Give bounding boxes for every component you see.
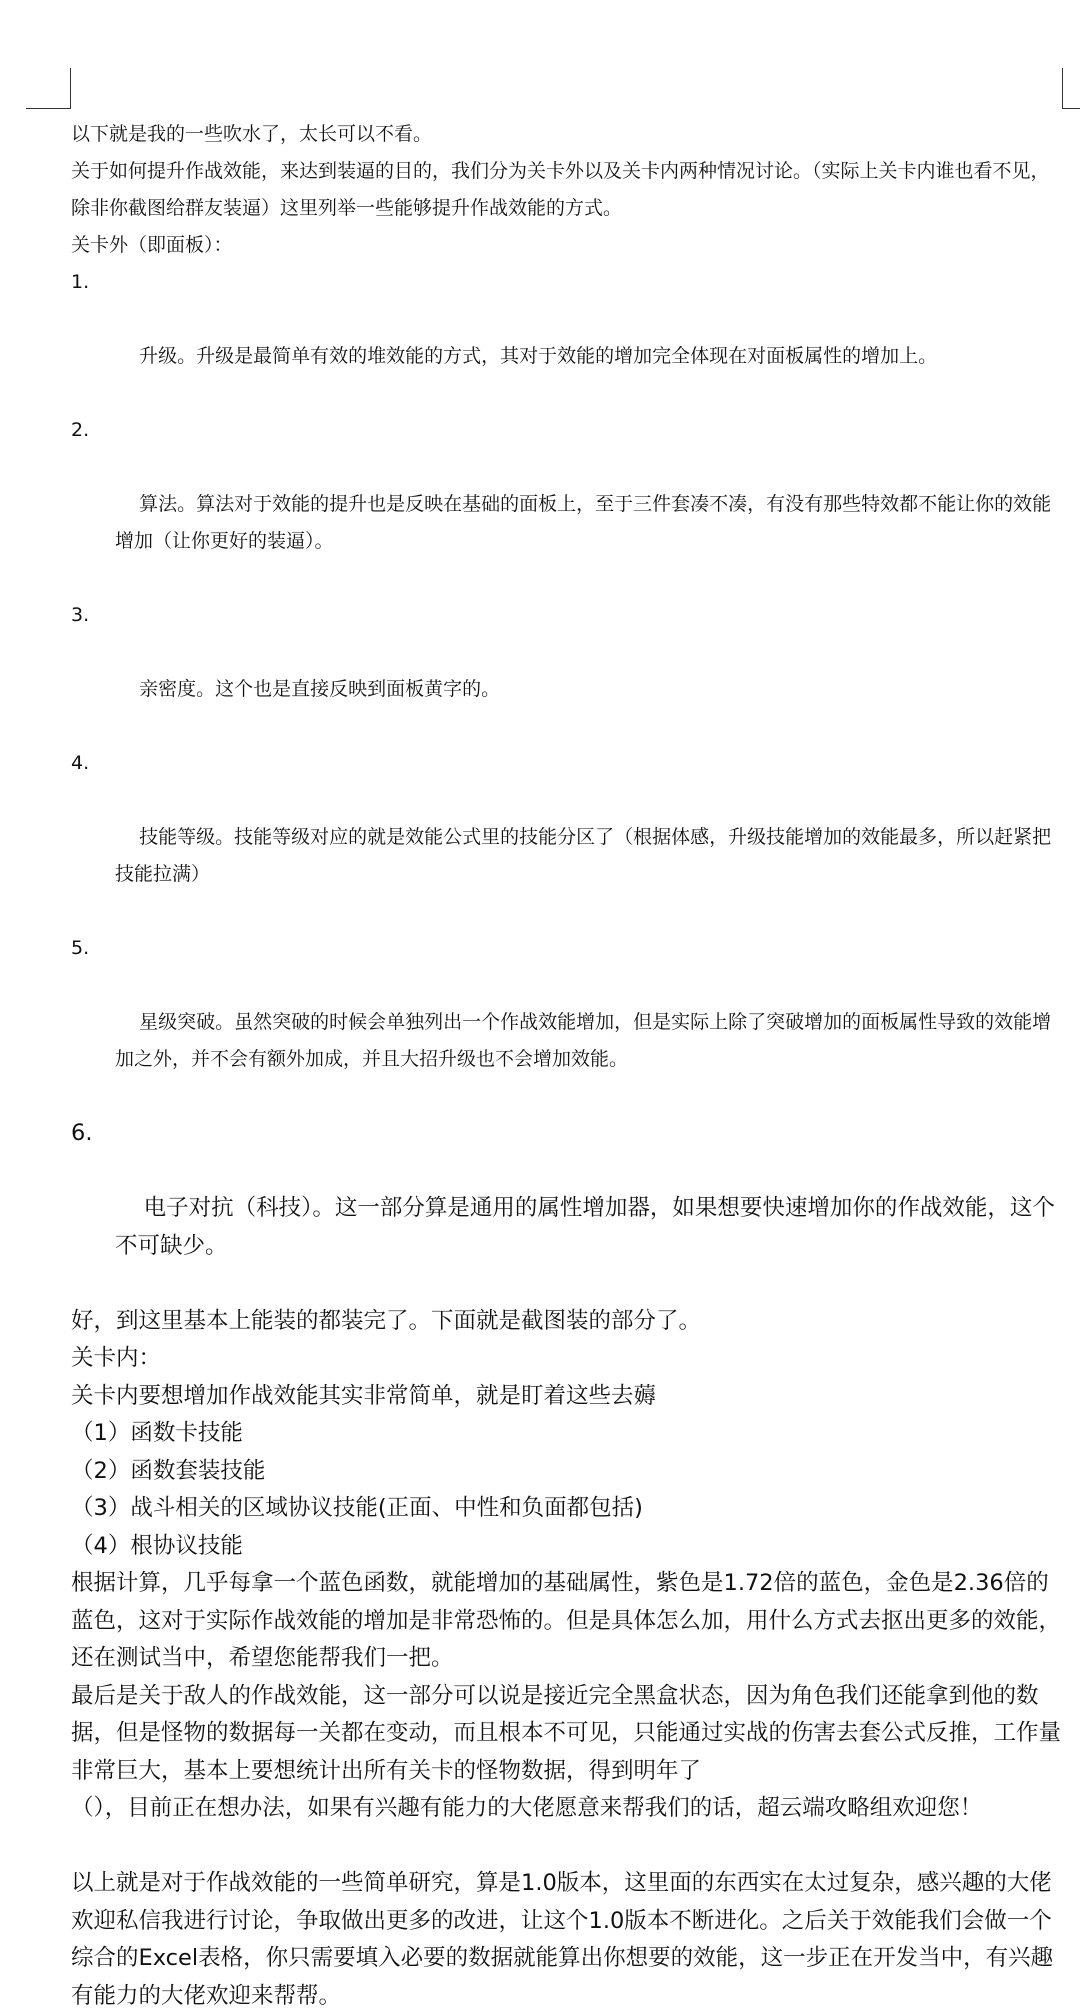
transition-paragraph: 好，到这里基本上能装的都装完了。下面就是截图装的部分了。: [71, 1307, 702, 1334]
list-item-number: 2.: [71, 419, 90, 441]
list-item: [71, 412, 1061, 597]
closing-paragraph: 以上就是对于作战效能的一些简单研究，算是1.0版本，这里面的东西实在太过复杂，感兴趣的大佬欢迎私信我进行讨论，争取做出更多的改进，让这个1.0版本不断进化。之后关于效能我们会做一个综合的Excel表格，你只需要填入必要的数据就能算出你想要的效能，这一步正在开发当中，有兴趣有能力的大佬欢迎来帮帮。: [71, 1870, 1054, 2009]
list-item: [71, 597, 1061, 745]
list-item-text: 升级。升级是最简单有效的堆效能的方式，其对于效能的增加完全体现在对面板属性的增加上。: [139, 345, 938, 367]
inside-list-item: （2）函数套装技能: [71, 1457, 266, 1484]
inside-list-item: （1）函数卡技能: [71, 1420, 243, 1446]
list-item: [71, 930, 1061, 1115]
enemy-paragraph: 最后是关于敌人的作战效能，这一部分可以说是接近完全黑盒状态，因为角色我们还能拿到他的数据，但是怪物的数据每一关都在变动，而且根本不可见，只能通过实战的伤害去套公式反推，工作量非常巨大，基本上要想统计出所有关卡的怪物数据，得到明年了: [71, 1682, 1062, 1784]
enemy-paragraph-continued: （），目前正在想办法，如果有兴趣有能力的大佬愿意来帮我们的话，超云端攻略组欢迎您！: [71, 1795, 983, 1821]
outside-heading: 关卡外（即面板）：: [71, 234, 233, 256]
calculation-paragraph: 根据计算，几乎每拿一个蓝色函数，就能增加的基础属性，紫色是1.72倍的蓝色，金色是2.36倍的蓝色，这对于实际作战效能的增加是非常恐怖的。但是具体怎么加，用什么方式去抠出更多的效能，还在测试当中，希望您能帮我们一把。: [71, 1570, 1062, 1671]
list-item-text: 算法。算法对于效能的提升也是反映在基础的面板上，至于三件套凑不凑，有没有那些特效都不能让你的效能增加（让你更好的装逼）。: [115, 493, 1052, 552]
list-item-number: 5.: [71, 937, 90, 959]
list-item-number: 6.: [71, 1120, 93, 1146]
list-item-text: 技能等级。技能等级对应的就是效能公式里的技能分区了（根据体感，升级技能增加的效能最多，所以赶紧把技能拉满）: [115, 826, 1052, 885]
inside-heading: 关卡内：: [71, 1345, 162, 1371]
blank-line: [71, 1828, 1061, 1866]
inside-intro: 关卡内要想增加作战效能其实非常简单，就是盯着这些去薅: [71, 1382, 657, 1409]
list-item-text: 电子对抗（科技）。这一部分算是通用的属性增加器，如果想要快速增加你的作战效能，这个不可缺少。: [115, 1195, 1055, 1259]
scope-paragraph: 关于如何提升作战效能，来达到装逼的目的，我们分为关卡外以及关卡内两种情况讨论。（实际上关卡内谁也看不见，除非你截图给群友装逼）这里列举一些能够提升作战效能的方式。: [71, 160, 1050, 219]
inside-list-item: （3）战斗相关的区域协议技能(正面、中性和负面都包括): [71, 1495, 643, 1521]
intro-paragraph: 以下就是我的一些吹水了，太长可以不看。: [71, 123, 433, 145]
list-item-text: 亲密度。这个也是直接反映到面板黄字的。: [139, 678, 501, 700]
list-item-number: 3.: [71, 604, 90, 626]
list-item: [71, 745, 1061, 930]
margin-corner-mark-left: [26, 68, 71, 109]
inside-list-item: （4）根协议技能: [71, 1532, 243, 1559]
list-item: [71, 1115, 1061, 1303]
list-item-number: 1.: [71, 271, 90, 293]
list-item-number: 4.: [71, 752, 90, 774]
document-body: [71, 116, 1061, 2015]
margin-corner-mark-right: [1062, 68, 1080, 109]
list-item-text: 星级突破。虽然突破的时候会单独列出一个作战效能增加，但是实际上除了突破增加的面板属性导致的效能增加之外，并不会有额外加成，并且大招升级也不会增加效能。: [115, 1011, 1052, 1070]
list-item: [71, 264, 1061, 412]
